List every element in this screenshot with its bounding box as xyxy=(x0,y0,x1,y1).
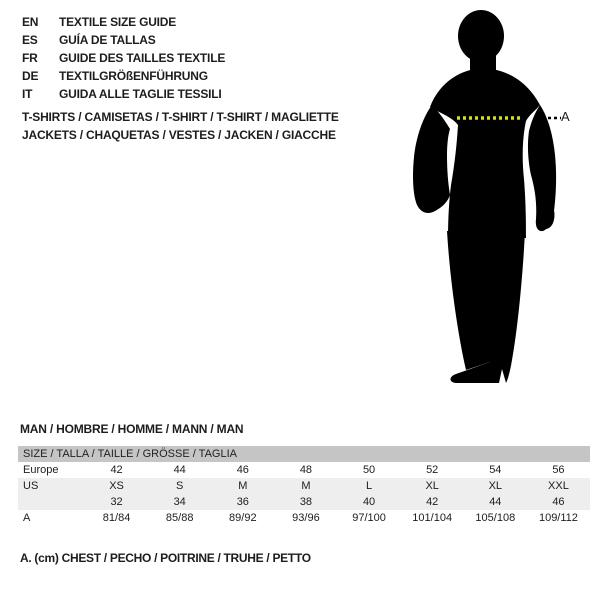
language-title: TEXTILGRÖßENFÜHRUNG xyxy=(59,69,208,83)
table-cell: L xyxy=(366,480,373,492)
language-code: DE xyxy=(22,69,39,83)
table-cell: XS xyxy=(109,480,124,492)
table-cell: 81/84 xyxy=(102,512,131,524)
table-cell: 89/92 xyxy=(229,512,257,524)
language-code: ES xyxy=(22,33,38,47)
table-cell: XL xyxy=(425,480,439,492)
table-cell: 97/100 xyxy=(352,512,386,524)
language-code: EN xyxy=(22,15,39,29)
table-cell: 38 xyxy=(299,496,313,508)
table-cell: XXL xyxy=(548,480,569,492)
size-table-header: SIZE / TALLA / TAILLE / GRÖSSE / TAGLIA xyxy=(18,446,590,462)
table-cell: 85/88 xyxy=(165,512,194,524)
table-cell: 46 xyxy=(552,496,565,508)
size-table xyxy=(18,446,590,526)
table-row-europe xyxy=(18,462,590,478)
gender-heading: MAN / HOMBRE / HOMME / MANN / MAN xyxy=(20,422,244,436)
table-cell: 44 xyxy=(173,464,186,476)
language-code: FR xyxy=(22,51,38,65)
language-row-en xyxy=(22,13,225,31)
table-cell: 56 xyxy=(552,464,565,476)
table-cell: XL xyxy=(488,480,503,492)
language-row-de xyxy=(22,67,225,85)
row-label: A xyxy=(23,512,31,524)
table-cell: 105/108 xyxy=(475,512,516,524)
product-type-list xyxy=(22,108,339,144)
measurement-footnote: A. (cm) CHEST / PECHO / POITRINE / TRUHE / PETTO xyxy=(20,551,311,565)
measurement-a-label: A xyxy=(561,109,570,124)
table-cell: 52 xyxy=(426,464,439,476)
table-cell: 32 xyxy=(110,496,123,508)
table-cell: M xyxy=(301,480,311,492)
table-cell: S xyxy=(176,480,184,492)
silhouette-left-arm xyxy=(413,105,450,213)
table-cell: 54 xyxy=(489,464,502,476)
table-cell: 50 xyxy=(362,464,376,476)
table-cell: 44 xyxy=(489,496,502,508)
silhouette-right-hand xyxy=(538,201,555,229)
product-type-jackets: JACKETS / CHAQUETAS / VESTES / JACKEN / GIACCHE xyxy=(22,128,336,142)
table-cell: 42 xyxy=(426,496,439,508)
table-row-uk xyxy=(18,494,590,510)
table-cell: 93/96 xyxy=(292,512,320,524)
table-cell: 109/112 xyxy=(538,512,578,524)
table-cell: M xyxy=(238,480,248,492)
language-row-it xyxy=(22,85,225,103)
table-cell: 101/104 xyxy=(412,512,453,524)
language-title: GUIDE DES TAILLES TEXTILE xyxy=(59,51,226,65)
row-label: Europe xyxy=(23,464,59,476)
language-row-es xyxy=(22,31,225,49)
language-list xyxy=(22,13,225,103)
table-cell: 42 xyxy=(110,464,123,476)
man-silhouette xyxy=(390,5,580,390)
table-cell: 36 xyxy=(236,496,249,508)
row-label xyxy=(18,494,85,510)
language-code: IT xyxy=(22,87,33,101)
table-cell: 46 xyxy=(236,464,249,476)
table-cell: 48 xyxy=(299,464,313,476)
row-label: US xyxy=(23,480,39,492)
table-row-us xyxy=(18,478,590,494)
table-row-a-measure xyxy=(18,510,590,526)
language-title: TEXTILE SIZE GUIDE xyxy=(59,15,177,29)
table-cell: 40 xyxy=(362,496,376,508)
product-type-tshirts: T-SHIRTS / CAMISETAS / T-SHIRT / T-SHIRT / MAGLIETTE xyxy=(22,110,339,124)
language-title: GUIDA ALLE TAGLIE TESSILI xyxy=(59,87,222,101)
language-row-fr xyxy=(22,49,225,67)
table-cell: 34 xyxy=(173,496,186,508)
silhouette-legs xyxy=(447,231,525,383)
language-title: GUÍA DE TALLAS xyxy=(59,33,156,47)
